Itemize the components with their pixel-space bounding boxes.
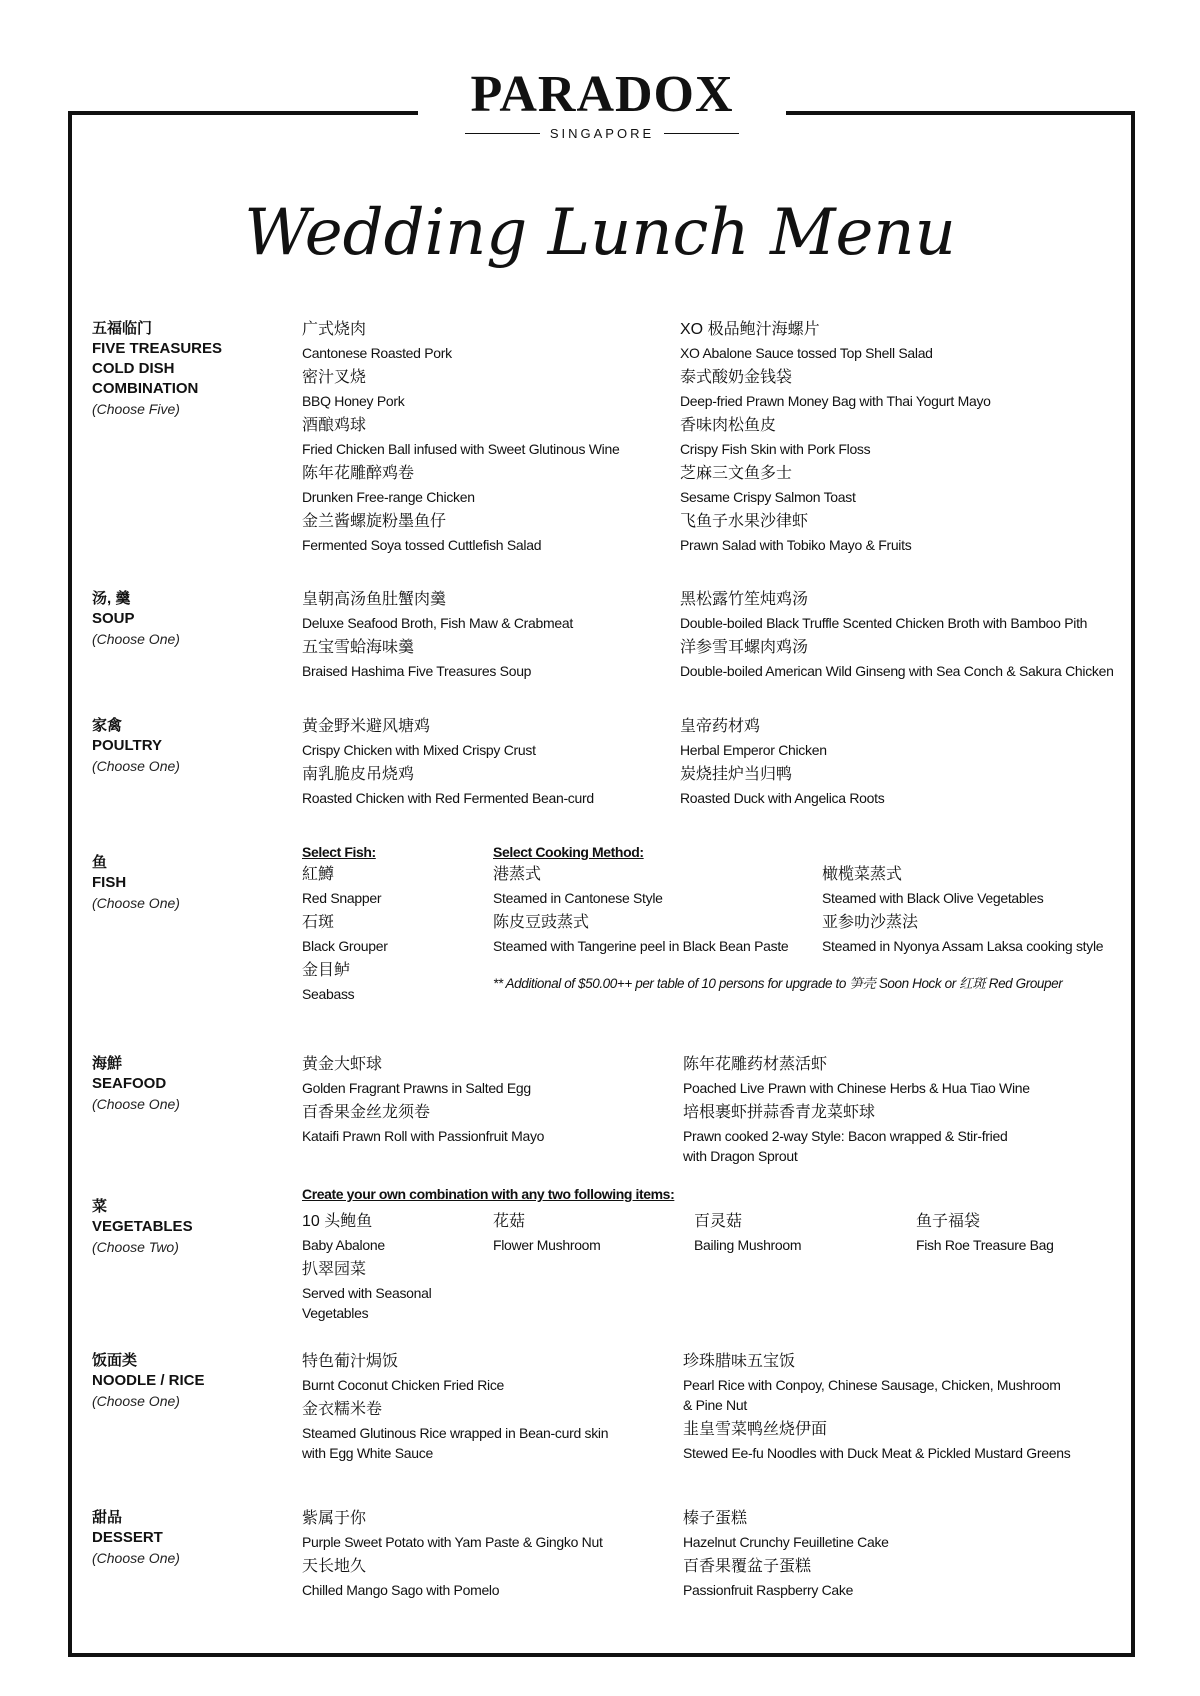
list-item: Double-boiled American Wild Ginseng with Sea Conch & Sakura Chicken [680, 663, 1114, 679]
list-item: 酒酿鸡球 [302, 417, 367, 434]
list-item: BBQ Honey Pork [302, 393, 405, 409]
list-item: & Pine Nut [683, 1397, 747, 1413]
fish-list [302, 842, 482, 1008]
list-item: 金衣糯米卷 [302, 1401, 383, 1418]
list-item: 橄榄菜蒸式 [822, 866, 903, 883]
dessert-list-right [683, 1508, 1123, 1604]
fish-method-list-left [493, 842, 813, 960]
category-poultry: 家禽 POULTRY (Choose One) [92, 717, 180, 774]
vegetable-item: 鱼子福袋 Fish Roe Treasure Bag [916, 1213, 1054, 1253]
list-item: Purple Sweet Potato with Yam Paste & Gingko Nut [302, 1534, 603, 1550]
soup-list-left [302, 589, 662, 685]
list-item: 金兰酱螺旋粉墨鱼仔 [302, 513, 447, 530]
list-item: 广式烧肉 [302, 321, 367, 338]
list-item: Fermented Soya tossed Cuttlefish Salad [302, 537, 542, 553]
list-item: with Dragon Sprout [683, 1148, 798, 1164]
cold-dish-list-left [302, 319, 662, 559]
list-item: 洋参雪耳螺肉鸡汤 [680, 639, 809, 656]
list-item: Kataifi Prawn Roll with Passionfruit Mayo [302, 1128, 545, 1144]
category-fish: 鱼 FISH (Choose One) [92, 854, 180, 911]
list-item: Seabass [302, 986, 355, 1002]
list-item: 黄金野米避风塘鸡 [302, 718, 431, 735]
category-noodle-rice: 饭面类 NOODLE / RICE (Choose One) [92, 1352, 205, 1409]
dessert-list-left [302, 1508, 672, 1604]
list-item: Prawn Salad with Tobiko Mayo & Fruits [680, 537, 912, 553]
list-item: 炭烧挂炉当归鸭 [680, 766, 793, 783]
list-item: Deep-fried Prawn Money Bag with Thai Yogurt Mayo [680, 393, 991, 409]
rice-list-right [683, 1351, 1123, 1467]
list-item: Chilled Mango Sago with Pomelo [302, 1582, 500, 1598]
list-item: Fried Chicken Ball infused with Sweet Glutinous Wine [302, 441, 620, 457]
upgrade-note: ** Additional of $50.00++ per table of 10 persons for upgrade to 笋壳 Soon Hock or 红斑 Red Grouper [493, 976, 1063, 991]
category-seafood: 海鮮 SEAFOOD (Choose One) [92, 1055, 180, 1112]
list-item: Sesame Crispy Salmon Toast [680, 489, 856, 505]
list-item: 南乳脆皮吊烧鸡 [302, 766, 415, 783]
list-item: 榛子蛋糕 [683, 1510, 748, 1527]
list-item: 培根裹虾拼蒜香青龙菜虾球 [683, 1104, 876, 1121]
list-item: Stewed Ee-fu Noodles with Duck Meat & Pickled Mustard Greens [683, 1445, 1071, 1461]
list-item: 天长地久 [302, 1558, 367, 1575]
list-item: 五宝雪蛤海味羹 [302, 639, 415, 656]
list-item: 密汁叉烧 [302, 369, 367, 386]
list-item: 黑松露竹笙炖鸡汤 [680, 591, 809, 608]
list-item: 百香果金丝龙须卷 [302, 1104, 431, 1121]
list-item: XO Abalone Sauce tossed Top Shell Salad [680, 345, 933, 361]
menu-title: Wedding Lunch Menu [244, 196, 956, 270]
category-cold-dish: 五福临门 FIVE TREASURES COLD DISH COMBINATION (Choose Five) [92, 320, 223, 417]
category-dessert: 甜品 DESSERT (Choose One) [92, 1509, 180, 1566]
list-item: Burnt Coconut Chicken Fried Rice [302, 1377, 505, 1393]
list-item: Steamed in Nyonya Assam Laksa cooking style [822, 938, 1104, 954]
divider [465, 133, 540, 134]
soup-list-right [680, 589, 1125, 685]
list-item: 泰式酸奶金钱袋 [680, 369, 793, 386]
list-item: Prawn cooked 2-way Style: Bacon wrapped & Stir-fried [683, 1128, 1008, 1144]
seafood-list-right [683, 1054, 1123, 1170]
list-item: XO 极品鲍汁海螺片 [680, 321, 820, 338]
list-item: 紫属于你 [302, 1510, 367, 1527]
list-item: Passionfruit Raspberry Cake [683, 1582, 854, 1598]
list-item: 特色葡汁焗饭 [302, 1353, 399, 1370]
select-method-heading: Select Cooking Method: [493, 844, 644, 860]
list-item: Double-boiled Black Truffle Scented Chicken Broth with Bamboo Pith [680, 615, 1088, 631]
list-item: Steamed Glutinous Rice wrapped in Bean-curd skin [302, 1425, 609, 1441]
list-item: 紅鱒 [302, 866, 335, 883]
list-item: Steamed in Cantonese Style [493, 890, 663, 906]
list-item: 石斑 [302, 914, 335, 931]
category-vegetables: 菜 VEGETABLES (Choose Two) [92, 1198, 193, 1255]
list-item: Hazelnut Crunchy Feuilletine Cake [683, 1534, 889, 1550]
list-item: Steamed with Black Olive Vegetables [822, 890, 1044, 906]
list-item: 珍珠腊味五宝饭 [683, 1353, 796, 1370]
list-item: 芝麻三文鱼多士 [680, 465, 793, 482]
select-fish-heading: Select Fish: [302, 844, 376, 860]
vegetable-item: 10 头鲍鱼 Baby Abalone 扒翠园菜 Served with Seasonal Vegetables [302, 1213, 432, 1321]
list-item: 香味肉松鱼皮 [680, 417, 777, 434]
list-item: Steamed with Tangerine peel in Black Bean Paste [493, 938, 789, 954]
list-item: 亚参叻沙蒸法 [822, 914, 919, 931]
list-item: 陈年花雕药材蒸活虾 [683, 1056, 828, 1073]
list-item: with Egg White Sauce [302, 1445, 433, 1461]
list-item: Cantonese Roasted Pork [302, 345, 452, 361]
list-item: Drunken Free-range Chicken [302, 489, 475, 505]
list-item: Crispy Fish Skin with Pork Floss [680, 441, 871, 457]
brand-name: PARADOX [470, 66, 734, 123]
list-item: Poached Live Prawn with Chinese Herbs & Hua Tiao Wine [683, 1080, 1030, 1096]
list-item: 港蒸式 [493, 866, 542, 883]
vegetable-item: 花菇 Flower Mushroom [493, 1213, 601, 1253]
list-item: 陈皮豆豉蒸式 [493, 914, 590, 931]
poultry-list-left [302, 716, 662, 812]
list-item: 陈年花雕醉鸡卷 [302, 465, 415, 482]
list-item: 百香果覆盆子蛋糕 [683, 1558, 812, 1575]
poultry-list-right [680, 716, 1120, 812]
list-item: Roasted Duck with Angelica Roots [680, 790, 885, 806]
list-item: 金目鲈 [302, 962, 351, 979]
list-item: Red Snapper [302, 890, 382, 906]
category-soup: 汤, 羹 SOUP (Choose One) [92, 590, 180, 647]
list-item: Herbal Emperor Chicken [680, 742, 827, 758]
vegetable-item: 百灵菇 Bailing Mushroom [694, 1213, 802, 1253]
list-item: Braised Hashima Five Treasures Soup [302, 663, 532, 679]
list-item: Crispy Chicken with Mixed Crispy Crust [302, 742, 536, 758]
seafood-list-left [302, 1054, 662, 1150]
list-item: 黄金大虾球 [302, 1056, 383, 1073]
brand-logo [418, 66, 786, 141]
list-item: Roasted Chicken with Red Fermented Bean-curd [302, 790, 594, 806]
rice-list-left [302, 1351, 672, 1467]
list-item: Deluxe Seafood Broth, Fish Maw & Crabmeat [302, 615, 573, 631]
list-item: Black Grouper [302, 938, 388, 954]
brand-location: SINGAPORE [549, 126, 655, 141]
cold-dish-list-right [680, 319, 1120, 559]
fish-method-list-right [822, 864, 1122, 960]
list-item: 韭皇雪菜鸭丝烧伊面 [683, 1421, 828, 1438]
list-item: 飞鱼子水果沙律虾 [680, 513, 809, 530]
list-item: 皇朝高汤鱼肚蟹肉羹 [302, 591, 447, 608]
list-item: Golden Fragrant Prawns in Salted Egg [302, 1080, 531, 1096]
vegetables-heading: Create your own combination with any two following items: [302, 1186, 675, 1202]
list-item: Pearl Rice with Conpoy, Chinese Sausage, Chicken, Mushroom [683, 1377, 1061, 1393]
list-item: 皇帝药材鸡 [680, 718, 761, 735]
divider [664, 133, 739, 134]
